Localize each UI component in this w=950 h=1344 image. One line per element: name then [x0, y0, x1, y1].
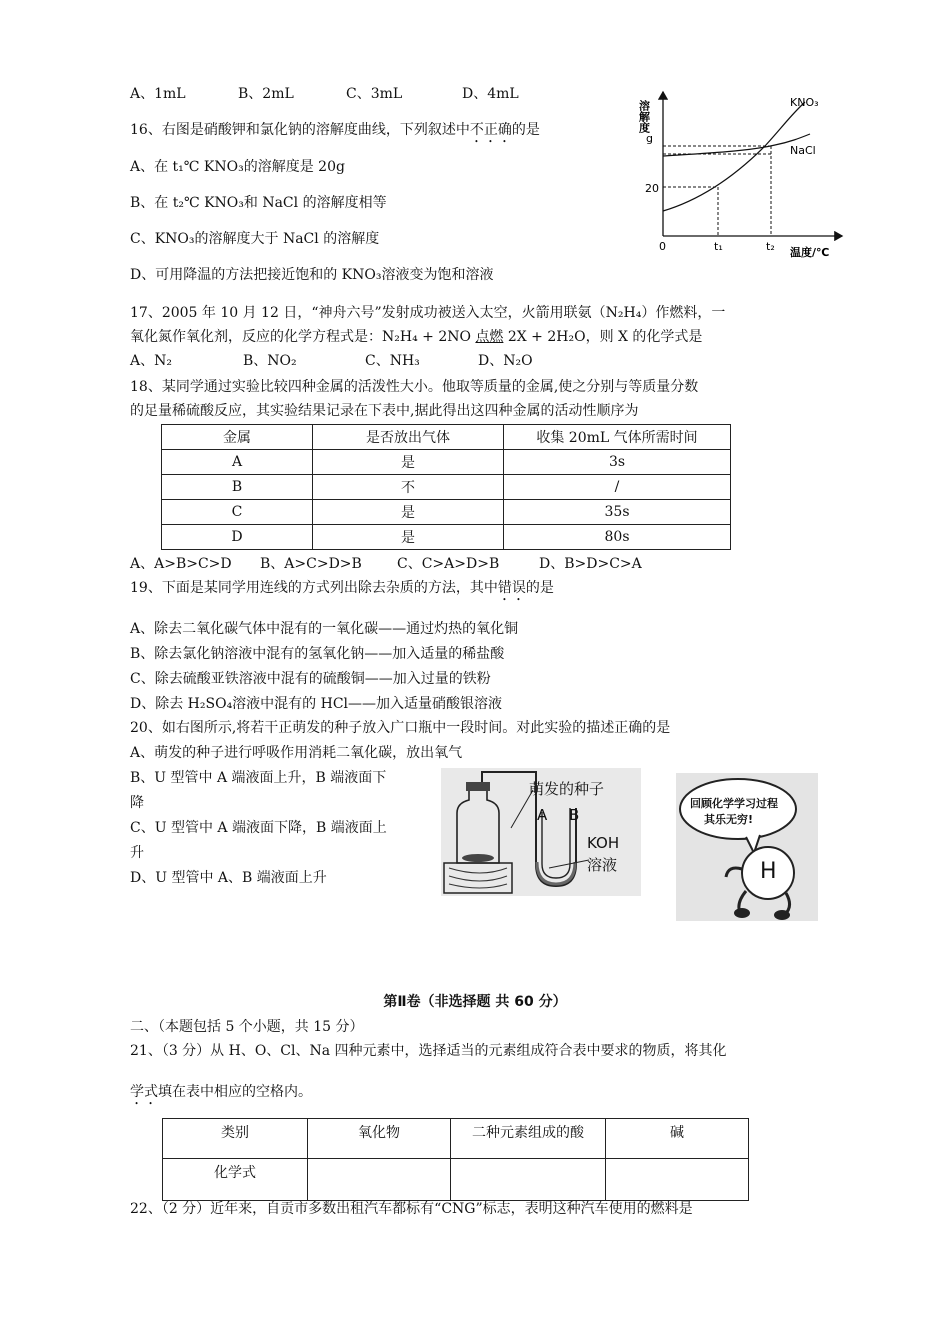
q18-option-a: A、A>B>C>D [130, 556, 232, 572]
q21-line2: 学式填在表中相应的空格内。 [130, 1084, 312, 1100]
kno3-label: KNO₃ [790, 96, 819, 109]
reaction-condition: 点燃 [475, 329, 504, 345]
q20-option-b-line1: B、U 型管中 A 端液面上升，B 端液面下 [130, 770, 387, 786]
table-row: A 是 3s [162, 450, 731, 475]
q20-option-c-line2: 升 [130, 845, 144, 861]
speech-line1: 回顾化学学习过程 [690, 797, 778, 810]
q16-emphasis: 不正确 [469, 122, 512, 138]
solubility-chart [637, 86, 850, 261]
answer-cell[interactable] [451, 1159, 606, 1201]
q16-option-d: D、可用降温的方法把接近饱和的 KNO₃溶液变为饱和溶液 [130, 267, 494, 283]
seed-experiment-figure [441, 768, 641, 896]
q18-header: 是否放出气体 [313, 425, 504, 450]
table-row: B 不 / [162, 475, 731, 500]
x-tick-t2: t₂ [766, 240, 775, 253]
answer-cell[interactable] [308, 1159, 451, 1201]
q17-options [130, 351, 533, 371]
q16-option-a: A、在 t₁℃ KNO₃的溶解度是 20g [130, 159, 345, 175]
q21-emphasis: 学式 [130, 1084, 158, 1100]
q21-line1: 21、（3 分）从 H、O、Cl、Na 四种元素中，选择适当的元素组成符合表中要求的物质，将其化 [130, 1043, 727, 1059]
q17-line2: 氧化氮作氧化剂，反应的化学方程式是：N₂H₄ + 2NO 点燃 2X + 2H₂O，则 X 的化学式是 [130, 329, 703, 345]
table-row: D 是 80s [162, 525, 731, 550]
x-axis-label: 温度/℃ [790, 246, 830, 259]
q20-option-d: D、U 型管中 A、B 端液面上升 [130, 870, 327, 886]
q15-option-d: D、4mL [462, 86, 519, 102]
q15-option-c: C、3mL [346, 86, 403, 102]
q20-option-a: A、萌发的种子进行呼吸作用消耗二氧化碳，放出氧气 [130, 745, 463, 761]
hydrogen-symbol: H [760, 859, 777, 884]
label-b: B [569, 806, 580, 824]
q20-stem: 20、如右图所示,将若干正萌发的种子放入广口瓶中一段时间。对此实验的描述正确的是 [130, 720, 671, 736]
q21-header: 碱 [606, 1119, 749, 1159]
table-row [163, 1159, 749, 1201]
q18-line2: 的足量稀硫酸反应，其实验结果记录在下表中,据此得出这四种金属的活动性顺序为 [130, 403, 639, 419]
q17-option-b: B、NO₂ [243, 353, 297, 369]
cartoon-illustration [676, 773, 818, 921]
kno3-curve [663, 102, 805, 211]
section-two-heading: 二、（本题包括 5 个小题，共 15 分） [130, 1019, 364, 1035]
q19-stem: 19、下面是某同学用连线的方式列出除去杂质的方法，其中错误的是 [130, 580, 554, 596]
q17-line1: 17、2005 年 10 月 12 日，“神舟六号”发射成功被送入太空，火箭用联氨（N₂H₄）作燃料，一 [130, 305, 726, 321]
seeds-label: 萌发的种子 [529, 780, 605, 798]
q21-table [162, 1118, 749, 1201]
y-axis-unit: g [646, 132, 653, 145]
nacl-curve [663, 134, 810, 156]
q18-line1: 18、某同学通过实验比较四种金属的活泼性大小。他取等质量的金属,使之分别与等质量分数 [130, 379, 699, 395]
q18-option-b: B、A>C>D>B [260, 556, 362, 572]
q15-option-a: A、1mL [130, 86, 186, 102]
q19-option-c: C、除去硫酸亚铁溶液中混有的硫酸铜——加入过量的铁粉 [130, 671, 491, 687]
solution-label: 溶液 [587, 856, 618, 874]
q17-option-d: D、N₂O [478, 353, 533, 369]
q15-option-b: B、2mL [238, 86, 294, 102]
q19-option-a: A、除去二氧化碳气体中混有的一氧化碳——通过灼热的氧化铜 [130, 621, 519, 637]
speech-line2: 其乐无穷! [704, 813, 754, 826]
q18-header: 收集 20mL 气体所需时间 [504, 425, 731, 450]
q15-options [130, 84, 519, 104]
q20-option-b-line2: 降 [130, 795, 144, 811]
nacl-label: NaCl [790, 144, 816, 157]
y-tick-20: 20 [645, 182, 659, 195]
label-a: A [537, 806, 548, 824]
x-tick-t1: t₁ [714, 240, 723, 253]
q17-option-c: C、NH₃ [365, 353, 420, 369]
q16-stem: 16、右图是硝酸钾和氯化钠的溶解度曲线，下列叙述中不正确的是 [130, 122, 540, 138]
q21-header: 氧化物 [308, 1119, 451, 1159]
q18-option-d: D、B>D>C>A [539, 556, 642, 572]
q16-option-c: C、KNO₃的溶解度大于 NaCl 的溶解度 [130, 231, 380, 247]
q19-option-b: B、除去氯化钠溶液中混有的氢氧化钠——加入适量的稀盐酸 [130, 646, 505, 662]
q21-header: 二种元素组成的酸 [451, 1119, 606, 1159]
q19-option-d: D、除去 H₂SO₄溶液中混有的 HCl——加入适量硝酸银溶液 [130, 696, 503, 712]
q17-option-a: A、N₂ [130, 353, 172, 369]
q18-options [130, 554, 642, 574]
q16-option-b: B、在 t₂℃ KNO₃和 NaCl 的溶解度相等 [130, 195, 387, 211]
q18-header: 金属 [162, 425, 313, 450]
q20-option-c-line1: C、U 型管中 A 端液面下降，B 端液面上 [130, 820, 387, 836]
origin-label: 0 [659, 240, 666, 253]
table-row: C 是 35s [162, 500, 731, 525]
q21-header: 类别 [163, 1119, 308, 1159]
q21-row-label: 化学式 [163, 1159, 308, 1201]
koh-label: KOH [587, 834, 620, 852]
q22-line1: 22、（2 分）近年来，自贡市多数出租汽车都标有“CNG”标志，表明这种汽车使用的燃料是 [130, 1201, 693, 1217]
q19-emphasis: 错误 [497, 580, 526, 596]
q18-option-c: C、C>A>D>B [397, 556, 500, 572]
q18-table [161, 424, 731, 550]
part2-title: 第Ⅱ卷（非选择题 共 60 分） [383, 994, 567, 1010]
answer-cell[interactable] [606, 1159, 749, 1201]
y-axis-label: 溶解度 [637, 100, 651, 133]
